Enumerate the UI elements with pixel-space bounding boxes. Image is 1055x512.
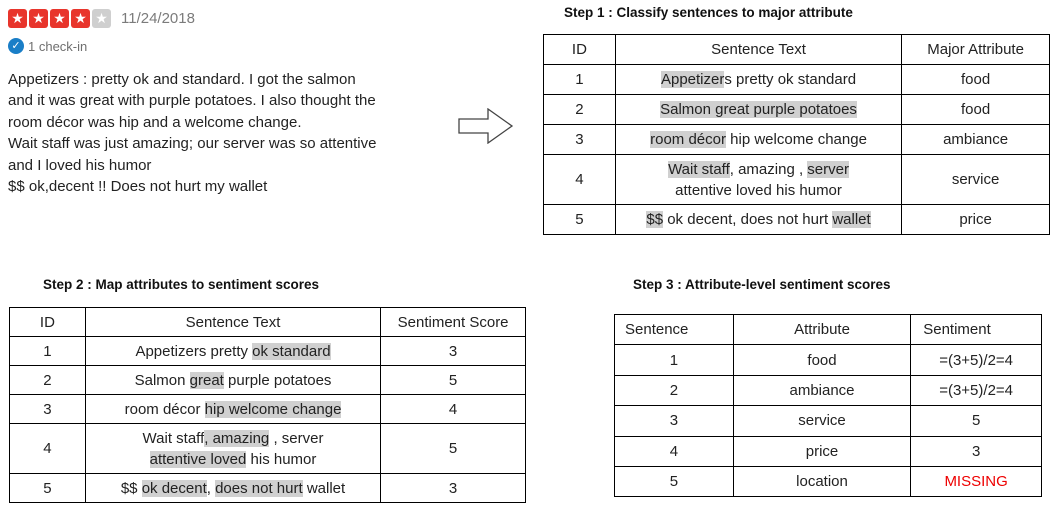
sentence-text — [615, 95, 901, 125]
text-fragment: ok decent, does not hurt — [663, 211, 833, 228]
text-fragment: Appetizers pretty — [135, 342, 253, 360]
table-header-row — [615, 315, 1042, 345]
sentiment-score: 5 — [381, 366, 526, 395]
table-header-row — [10, 308, 526, 337]
highlight: Appetizer — [660, 71, 725, 88]
sentence-text — [85, 366, 380, 395]
table-row — [10, 474, 526, 503]
text-fragment: Wait staff — [142, 429, 205, 447]
text-fragment: $$ — [120, 479, 142, 497]
column-header: Sentiment Score — [381, 308, 526, 337]
sentence-text — [615, 155, 901, 205]
table-row — [10, 337, 526, 366]
row-id: 3 — [10, 395, 86, 424]
sentiment-score: 3 — [381, 474, 526, 503]
row-id: 1 — [10, 337, 86, 366]
table-row — [544, 155, 1050, 205]
sentiment-score: 4 — [381, 395, 526, 424]
column-header: Major Attribute — [902, 35, 1050, 65]
text-fragment: attentive loved his humor — [675, 181, 842, 199]
step1-table — [543, 34, 1050, 235]
step1-title: Step 1 : Classify sentences to major attribute — [564, 5, 853, 20]
major-attribute: service — [902, 155, 1050, 205]
right-arrow-icon — [458, 108, 514, 144]
sentiment: 3 — [911, 436, 1042, 466]
attribute: ambiance — [733, 375, 910, 405]
sentence-id: 2 — [615, 375, 734, 405]
review-line: room décor was hip and a welcome change. — [8, 113, 302, 131]
sentence-id: 5 — [615, 466, 734, 496]
step2-title: Step 2 : Map attributes to sentiment scores — [43, 277, 320, 292]
star-icon: ★ — [8, 9, 27, 28]
table-row — [10, 395, 526, 424]
highlight: Salmon great purple — [660, 101, 800, 118]
major-attribute: food — [902, 95, 1050, 125]
highlight: room décor — [650, 131, 726, 148]
row-id: 5 — [10, 474, 86, 503]
sentence-id: 3 — [615, 406, 734, 436]
column-header: Sentiment — [911, 315, 1042, 345]
row-id: 4 — [10, 424, 86, 474]
row-id: 3 — [544, 125, 616, 155]
highlight: potatoes — [799, 101, 857, 118]
column-header: Attribute — [733, 315, 910, 345]
column-header: Sentence — [615, 315, 734, 345]
checkin-label: 1 check-in — [28, 38, 88, 54]
highlight: Wait staff — [668, 160, 730, 178]
sentence-id: 4 — [615, 436, 734, 466]
text-fragment: , amazing , — [729, 160, 808, 178]
table-row — [544, 125, 1050, 155]
review-text — [8, 69, 448, 197]
table-row — [544, 205, 1050, 235]
sentiment: =(3+5)/2=4 — [911, 375, 1042, 405]
text-fragment: , — [206, 479, 216, 497]
step3-title: Step 3 : Attribute-level sentiment scores — [633, 277, 891, 292]
attribute: food — [733, 345, 910, 375]
sentence-text — [85, 424, 380, 474]
review-line: and it was great with purple potatoes. I also thought the — [8, 92, 376, 110]
missing-sentiment: MISSING — [911, 466, 1042, 496]
table-header-row — [544, 35, 1050, 65]
highlight: server — [807, 160, 849, 178]
attribute: location — [733, 466, 910, 496]
sentence-text — [85, 395, 380, 424]
star-icon: ★ — [71, 9, 90, 28]
column-header: ID — [544, 35, 616, 65]
sentence-text — [615, 125, 901, 155]
text-fragment: Salmon — [134, 371, 190, 389]
row-id: 2 — [10, 366, 86, 395]
highlight: ok decent — [141, 479, 207, 497]
highlight: , amazing — [204, 429, 270, 447]
major-attribute: ambiance — [902, 125, 1050, 155]
table-row — [544, 65, 1050, 95]
highlight: $$ — [646, 211, 664, 228]
major-attribute: food — [902, 65, 1050, 95]
sentence-text — [615, 65, 901, 95]
review-line: $$ ok,decent !! Does not hurt my wallet — [8, 178, 268, 196]
review-line: and I loved his humor — [8, 156, 152, 174]
text-fragment: , server — [269, 429, 324, 447]
row-id: 4 — [544, 155, 616, 205]
star-icon: ★ — [50, 9, 69, 28]
row-id: 2 — [544, 95, 616, 125]
highlight: ok standard — [252, 342, 331, 360]
sentence-text — [85, 474, 380, 503]
table-row — [615, 466, 1042, 496]
major-attribute: price — [902, 205, 1050, 235]
attribute: service — [733, 406, 910, 436]
column-header: Sentence Text — [615, 35, 901, 65]
highlight: does not hurt — [215, 479, 303, 497]
step2-table — [9, 307, 526, 503]
sentiment-score: 3 — [381, 337, 526, 366]
checkin-row — [8, 37, 448, 55]
highlight: wallet — [832, 211, 871, 228]
review-line: Wait staff was just amazing; our server was so attentive — [8, 135, 377, 153]
rating-row — [8, 6, 448, 30]
text-fragment: s pretty ok standard — [724, 71, 857, 88]
table-row — [544, 95, 1050, 125]
review-card — [8, 6, 448, 197]
table-row — [615, 375, 1042, 405]
sentiment: =(3+5)/2=4 — [911, 345, 1042, 375]
sentiment-score: 5 — [381, 424, 526, 474]
star-empty-icon: ★ — [92, 9, 111, 28]
highlight: great — [189, 371, 224, 389]
highlight: hip welcome change — [204, 400, 342, 418]
text-fragment: his humor — [246, 450, 317, 468]
table-row — [615, 345, 1042, 375]
text-fragment: room décor — [124, 400, 205, 418]
sentiment: 5 — [911, 406, 1042, 436]
text-fragment: purple potatoes — [223, 371, 332, 389]
table-row — [10, 366, 526, 395]
review-line: Appetizers : pretty ok and standard. I got the salmon — [8, 71, 356, 88]
column-header: ID — [10, 308, 86, 337]
row-id: 5 — [544, 205, 616, 235]
text-fragment: wallet — [302, 479, 346, 497]
star-icon: ★ — [29, 9, 48, 28]
step3-table — [614, 314, 1042, 497]
attribute: price — [733, 436, 910, 466]
row-id: 1 — [544, 65, 616, 95]
review-date: 11/24/2018 — [121, 9, 195, 27]
sentence-text — [615, 205, 901, 235]
sentence-id: 1 — [615, 345, 734, 375]
table-row — [615, 436, 1042, 466]
highlight: attentive loved — [149, 450, 247, 468]
table-row — [10, 424, 526, 474]
column-header: Sentence Text — [85, 308, 380, 337]
checkin-badge-icon: ✓ — [8, 38, 24, 54]
text-fragment: hip welcome change — [726, 131, 867, 148]
sentence-text — [85, 337, 380, 366]
table-row — [615, 406, 1042, 436]
